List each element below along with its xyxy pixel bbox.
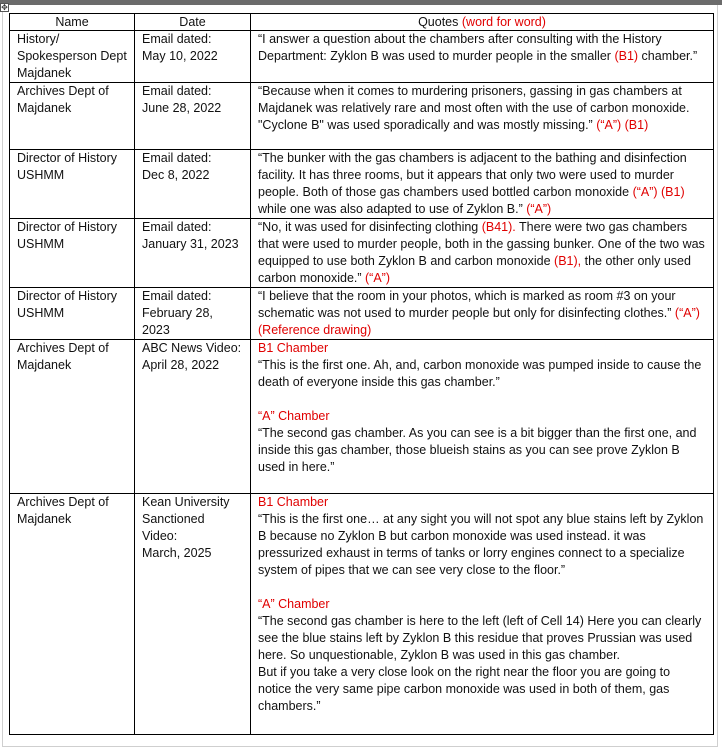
table-row [10, 340, 714, 494]
table-row [10, 288, 714, 340]
date-cell: Email dated: February 28, 2023 [135, 288, 251, 340]
name-cell: Archives Dept of Majdanek [10, 340, 135, 494]
name-cell: History/ Spokesperson Dept Majdanek [10, 31, 135, 83]
name-cell: Archives Dept of Majdanek [10, 83, 135, 150]
header-row [10, 14, 714, 31]
quote-cell: B1 Chamber “This is the first one. Ah, and, carbon monoxide was pumped inside to cause the death of everyone inside this gas chamber.” “A” Chamber “The second gas chamber. As you can see is a bit bigger than the first one, and inside this gas chamber, those blueish stains as you can see prove Zyklon B used in here.” [251, 340, 714, 494]
table-row [10, 494, 714, 735]
date-cell: Kean University Sanctioned Video: March, 2025 [135, 494, 251, 735]
name-cell: Archives Dept of Majdanek [10, 494, 135, 735]
quote-cell: “I believe that the room in your photos, which is marked as room #3 on your schematic was not used to murder people but only for disinfecting clothes.” (“A”) (Reference drawing) [251, 288, 714, 340]
quotes-table [9, 13, 714, 735]
chamber-heading: B1 Chamber [258, 341, 329, 355]
date-cell: Email dated: May 10, 2022 [135, 31, 251, 83]
header-quotes: Quotes (word for word) [251, 14, 714, 31]
table-row [10, 31, 714, 83]
table-move-handle-icon[interactable]: ✥ [1, 3, 8, 12]
table-row [10, 150, 714, 219]
date-cell: Email dated: June 28, 2022 [135, 83, 251, 150]
name-cell: Director of History USHMM [10, 288, 135, 340]
date-cell: Email dated: January 31, 2023 [135, 219, 251, 288]
quote-cell: “The bunker with the gas chambers is adjacent to the bathing and disinfection facility. It has three rooms, but it appears that only two were used to murder people. Both of those gas chambers used bottled carbon monoxide (“A”) (B1) while one was also adapted to use of Zyklon B.” (“A”) [251, 150, 714, 219]
quote-cell: “No, it was used for disinfecting clothing (B41). There were two gas chambers that were used to murder people, both in the gassing bunker. One of the two was equipped to use both Zyklon B and carbon monoxide (B1), the other only used carbon monoxide.” (“A”) [251, 219, 714, 288]
table-row [10, 219, 714, 288]
table-row [10, 83, 714, 150]
quote-cell: “Because when it comes to murdering prisoners, gassing in gas chambers at Majdanek was relatively rare and most often with the use of carbon monoxide. "Cyclone B" was used sporadically and was mostly missing.” (“A”) (B1) [251, 83, 714, 150]
name-cell: Director of History USHMM [10, 219, 135, 288]
header-quotes-note: (word for word) [461, 15, 546, 29]
chamber-heading: “A” Chamber [258, 409, 330, 423]
date-cell: ABC News Video: April 28, 2022 [135, 340, 251, 494]
quote-cell: “I answer a question about the chambers after consulting with the History Department: Zyklon B was used to murder people in the smaller (B1) chamber.” [251, 31, 714, 83]
chamber-heading: B1 Chamber [258, 495, 329, 509]
date-cell: Email dated: Dec 8, 2022 [135, 150, 251, 219]
quote-cell: B1 Chamber “This is the first one… at any sight you will not spot any blue stains left by Zyklon B because no Zyklon B but carbon monoxide was used instead. it was pressurized exhaust in terms of tanks or lorry engines connect to a specialize system of pipes that we can see very close to the floor.” “A” Chamber “The second gas chamber is here to the left (left of Cell 14) Here you can clearly see the blue stains left by Zyklon B this residue that proves Prussian was used here. So unquestionable, Zyklon B was used in this gas chamber. But if you take a very close look on the right near the floor you are going to notice the very same pipe carbon monoxide was used in both of them, gas chambers.” [251, 494, 714, 735]
name-cell: Director of History USHMM [10, 150, 135, 219]
header-name: Name [10, 14, 135, 31]
header-date: Date [135, 14, 251, 31]
chamber-heading: “A” Chamber [258, 597, 330, 611]
